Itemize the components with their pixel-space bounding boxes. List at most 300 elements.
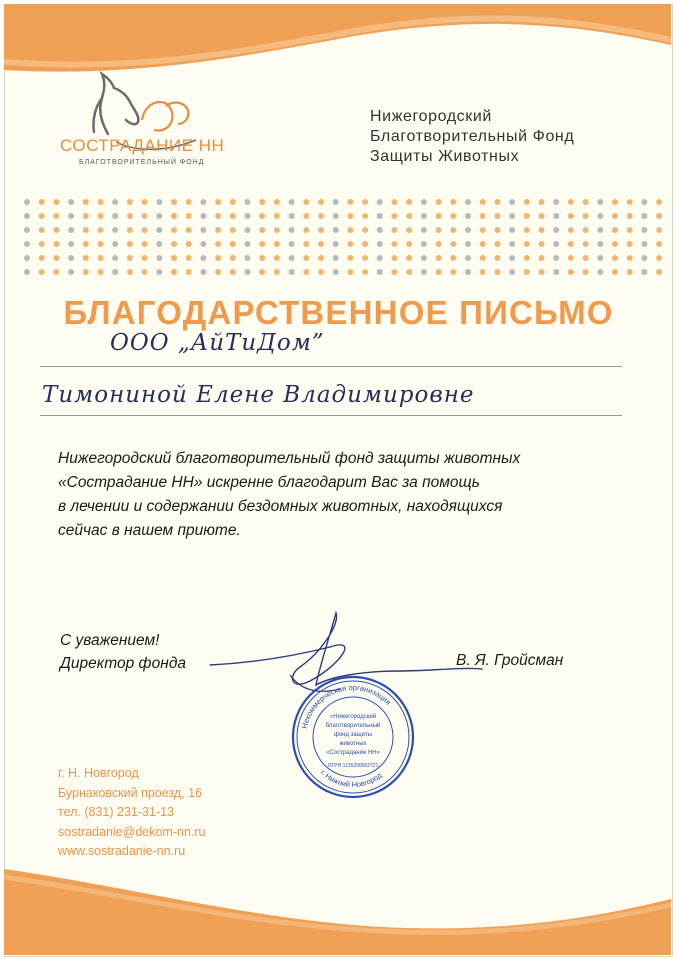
pattern-dot [215,241,221,247]
pattern-dot [303,227,309,233]
pattern-dot [377,213,383,219]
pattern-dot [539,213,545,219]
pattern-dot [112,199,118,205]
pattern-dot [171,199,177,205]
pattern-dot [465,213,471,219]
pattern-dot [127,255,133,261]
pattern-dot [245,241,251,247]
pattern-dot [627,255,633,261]
pattern-dot [171,269,177,275]
pattern-dot [259,213,265,219]
stamp-ring-text: Некоммерческая организация [299,682,393,730]
pattern-dot [627,269,633,275]
pattern-dot [480,227,486,233]
pattern-dot [524,269,530,275]
pattern-dot [347,241,353,247]
pattern-dot [347,269,353,275]
pattern-dot [274,213,280,219]
pattern-dot [289,241,295,247]
pattern-dot [68,241,74,247]
pattern-dot [186,269,192,275]
pattern-dot [362,199,368,205]
pattern-dot [333,227,339,233]
organization-line-2: Благотворительный Фонд [370,128,575,145]
organization-line-1: Нижегородский [370,108,492,125]
pattern-dot [656,213,662,219]
pattern-dot [377,227,383,233]
pattern-dot [289,213,295,219]
pattern-dot [583,199,589,205]
pattern-dot [494,269,500,275]
organization-name [370,107,574,167]
pattern-dot [333,213,339,219]
pattern-dot [553,227,559,233]
pattern-dot [98,199,104,205]
pattern-dot [421,255,427,261]
pattern-dot [230,227,236,233]
pattern-dot [347,213,353,219]
pattern-dot [303,199,309,205]
bottom-wave-decoration [0,869,677,959]
pattern-dot [568,199,574,205]
pattern-dot [406,199,412,205]
pattern-dot [274,199,280,205]
message-line-4: сейчас в нашем приюте. [58,522,241,539]
pattern-dot [597,199,603,205]
pattern-dot [215,255,221,261]
pattern-dot [406,255,412,261]
pattern-dot [245,199,251,205]
pattern-dot [347,199,353,205]
pattern-dot [641,269,647,275]
pattern-dot [494,213,500,219]
contact-phone: тел. (831) 231-31-13 [58,805,175,819]
pattern-dot [597,227,603,233]
pattern-dot [127,241,133,247]
pattern-dot [318,241,324,247]
pattern-dot [53,199,59,205]
pattern-dot [303,241,309,247]
recipient-person-line [40,415,622,416]
pattern-dot [627,227,633,233]
pattern-dot [377,199,383,205]
recipient-company: ООО „АйТиДом” [110,330,325,356]
pattern-dot [450,213,456,219]
pattern-dot [156,241,162,247]
pattern-dot [259,199,265,205]
pattern-dot [539,199,545,205]
message-body [58,447,648,543]
pattern-dot [347,227,353,233]
pattern-dot [112,213,118,219]
pattern-dot [597,213,603,219]
pattern-dot [406,241,412,247]
pattern-dot [127,269,133,275]
closing-block [60,629,186,675]
stamp-center-2: благотворительный [325,723,381,729]
pattern-dot [127,213,133,219]
pattern-dot [186,227,192,233]
pattern-dot [597,269,603,275]
pattern-dot [656,255,662,261]
contact-city: г. Н. Новгород [58,766,139,780]
pattern-dot [274,255,280,261]
pattern-dot [436,199,442,205]
contact-address: Бурнаковский проезд, 16 [58,785,203,800]
pattern-dot [450,269,456,275]
pattern-dot [421,241,427,247]
pattern-dot [406,213,412,219]
pattern-dot [83,269,89,275]
pattern-dot [186,213,192,219]
pattern-dot [318,227,324,233]
pattern-dot [392,241,398,247]
pattern-dot [421,199,427,205]
pattern-dot [68,199,74,205]
pattern-dot [83,227,89,233]
pattern-dot [377,255,383,261]
dot-pattern-decoration [20,197,670,277]
pattern-dot [156,199,162,205]
pattern-dot [245,255,251,261]
contact-block [58,764,206,862]
pattern-dot [553,255,559,261]
pattern-dot [98,255,104,261]
pattern-dot [53,269,59,275]
pattern-dot [230,241,236,247]
pattern-dot [450,199,456,205]
pattern-dot [465,241,471,247]
pattern-dot [186,199,192,205]
pattern-dot [98,227,104,233]
recipient-company-line [40,366,622,367]
pattern-dot [142,269,148,275]
pattern-dot [612,227,618,233]
pattern-dot [318,269,324,275]
pattern-dot [465,269,471,275]
organization-stamp [288,672,418,802]
pattern-dot [230,255,236,261]
pattern-dot [112,227,118,233]
pattern-dot [200,213,206,219]
pattern-dot [186,255,192,261]
pattern-dot [186,241,192,247]
pattern-dot [142,227,148,233]
stamp-ogrn: ОГРН 1135200002721 [327,763,379,769]
pattern-dot [583,213,589,219]
pattern-dot [318,199,324,205]
pattern-dot [509,269,515,275]
pattern-dot [553,269,559,275]
pattern-dot [480,269,486,275]
pattern-dot [627,241,633,247]
pattern-dot [274,269,280,275]
pattern-dot [436,227,442,233]
pattern-dot [274,227,280,233]
pattern-dot [480,255,486,261]
pattern-dot [259,269,265,275]
recipient-person: Тимониной Елене Владимировне [42,382,475,408]
pattern-dot [524,255,530,261]
pattern-dot [421,227,427,233]
pattern-dot [24,213,30,219]
pattern-dot [39,269,45,275]
pattern-dot [53,227,59,233]
pattern-dot [245,269,251,275]
pattern-dot [171,255,177,261]
pattern-dot [68,269,74,275]
pattern-dot [465,255,471,261]
pattern-dot [98,213,104,219]
pattern-dot [230,199,236,205]
pattern-dot [39,199,45,205]
pattern-dot [509,199,515,205]
pattern-dot [553,241,559,247]
pattern-dot [303,213,309,219]
pattern-dot [230,213,236,219]
pattern-dot [612,199,618,205]
pattern-dot [656,269,662,275]
contact-email[interactable]: sostradanie@dekom-nn.ru [58,824,206,839]
pattern-dot [377,269,383,275]
pattern-dot [377,241,383,247]
pattern-dot [362,269,368,275]
pattern-dot [200,199,206,205]
pattern-dot [539,241,545,247]
pattern-dot [215,227,221,233]
pattern-dot [583,255,589,261]
pattern-dot [98,269,104,275]
contact-website[interactable]: www.sostradanie-nn.ru [58,844,186,858]
pattern-dot [156,255,162,261]
pattern-dot [494,241,500,247]
pattern-dot [303,255,309,261]
pattern-dot [597,241,603,247]
pattern-dot [494,227,500,233]
pattern-dot [68,255,74,261]
pattern-dot [215,269,221,275]
pattern-dot [83,241,89,247]
pattern-dot [494,255,500,261]
signer-name: В. Я. Гройсман [456,652,564,669]
pattern-dot [362,213,368,219]
pattern-dot [568,269,574,275]
pattern-dot [127,227,133,233]
pattern-dot [612,213,618,219]
pattern-dot [568,213,574,219]
pattern-dot [524,227,530,233]
pattern-dot [259,255,265,261]
pattern-dot [112,255,118,261]
pattern-dot [39,241,45,247]
pattern-dot [142,241,148,247]
pattern-dot [171,213,177,219]
pattern-dot [612,255,618,261]
pattern-dot [494,199,500,205]
stamp-bottom-text: г. Нижний Новгород [318,767,384,790]
pattern-dot [112,241,118,247]
pattern-dot [289,227,295,233]
pattern-dot [39,227,45,233]
pattern-dot [436,255,442,261]
pattern-dot [24,227,30,233]
pattern-dot [142,255,148,261]
pattern-dot [524,199,530,205]
pattern-dot [450,255,456,261]
pattern-dot [245,227,251,233]
pattern-dot [318,213,324,219]
pattern-dot [347,255,353,261]
pattern-dot [436,213,442,219]
pattern-dot [421,269,427,275]
pattern-dot [200,241,206,247]
pattern-dot [641,227,647,233]
pattern-dot [156,227,162,233]
pattern-dot [53,255,59,261]
pattern-dot [406,269,412,275]
pattern-dot [39,213,45,219]
pattern-dot [362,227,368,233]
pattern-dot [142,213,148,219]
pattern-dot [24,199,30,205]
pattern-dot [200,255,206,261]
pattern-dot [568,255,574,261]
pattern-dot [465,199,471,205]
pattern-dot [612,241,618,247]
pattern-dot [568,241,574,247]
pattern-dot [259,227,265,233]
pattern-dot [480,241,486,247]
pattern-dot [171,241,177,247]
pattern-dot [333,255,339,261]
pattern-dot [641,213,647,219]
pattern-dot [627,213,633,219]
pattern-dot [289,269,295,275]
pattern-dot [274,241,280,247]
stamp-center-4: животных [339,741,367,747]
pattern-dot [392,199,398,205]
closing-position: Директор фонда [60,655,187,672]
pattern-dot [83,199,89,205]
pattern-dot [171,227,177,233]
pattern-dot [421,213,427,219]
pattern-dot [583,227,589,233]
pattern-dot [656,227,662,233]
pattern-dot [553,199,559,205]
pattern-dot [392,255,398,261]
pattern-dot [524,213,530,219]
pattern-dot [230,269,236,275]
pattern-dot [215,199,221,205]
pattern-dot [392,213,398,219]
pattern-dot [39,255,45,261]
pattern-dot [656,199,662,205]
pattern-dot [627,199,633,205]
pattern-dot [303,269,309,275]
logo-subtitle: БЛАГОТВОРИТЕЛЬНЫЙ ФОНД [79,159,205,166]
pattern-dot [406,227,412,233]
pattern-dot [24,269,30,275]
pattern-dot [641,255,647,261]
pattern-dot [156,213,162,219]
pattern-dot [509,255,515,261]
pattern-dot [289,199,295,205]
pattern-dot [392,269,398,275]
pattern-dot [245,213,251,219]
pattern-dot [509,227,515,233]
pattern-dot [259,241,265,247]
pattern-dot [362,241,368,247]
pattern-dot [465,227,471,233]
message-line-3: в лечении и содержании бездомных животных, находящихся [58,498,503,515]
pattern-dot [539,255,545,261]
pattern-dot [436,241,442,247]
pattern-dot [83,213,89,219]
stamp-center-1: «Нижегородский [329,714,377,720]
logo-name: СОСТРАДАНИЕ НН [60,136,225,155]
pattern-dot [612,269,618,275]
pattern-dot [436,269,442,275]
pattern-dot [200,269,206,275]
pattern-dot [509,241,515,247]
pattern-dot [200,227,206,233]
pattern-dot [53,241,59,247]
pattern-dot [539,269,545,275]
pattern-dot [127,199,133,205]
closing-regards: С уважением! [60,632,160,649]
pattern-dot [539,227,545,233]
pattern-dot [68,227,74,233]
pattern-dot [24,255,30,261]
pattern-dot [553,213,559,219]
pattern-dot [450,227,456,233]
pattern-dot [509,213,515,219]
pattern-dot [583,269,589,275]
stamp-center-5: «Сострадание НН» [326,750,380,756]
message-line-1: Нижегородский благотворительный фонд защиты животных [58,450,521,467]
pattern-dot [333,199,339,205]
pattern-dot [450,241,456,247]
page-title: БЛАГОДАРСТВЕННОЕ ПИСЬМО [63,294,614,331]
pattern-dot [641,199,647,205]
pattern-dot [98,241,104,247]
pattern-dot [333,241,339,247]
pattern-dot [480,199,486,205]
pattern-dot [83,255,89,261]
pattern-dot [583,241,589,247]
pattern-dot [524,241,530,247]
pattern-dot [142,199,148,205]
pattern-dot [392,227,398,233]
pattern-dot [53,213,59,219]
pattern-dot [597,255,603,261]
pattern-dot [333,269,339,275]
pattern-dot [68,213,74,219]
pattern-dot [156,269,162,275]
pattern-dot [24,241,30,247]
organization-line-3: Защиты Животных [370,148,520,165]
stamp-center-3: фонд защиты [333,732,373,738]
pattern-dot [318,255,324,261]
pattern-dot [656,241,662,247]
pattern-dot [112,269,118,275]
pattern-dot [480,213,486,219]
pattern-dot [362,255,368,261]
pattern-dot [215,213,221,219]
pattern-dot [641,241,647,247]
pattern-dot [289,255,295,261]
message-line-2: «Сострадание НН» искренне благодарит Вас за помощь [58,474,480,491]
